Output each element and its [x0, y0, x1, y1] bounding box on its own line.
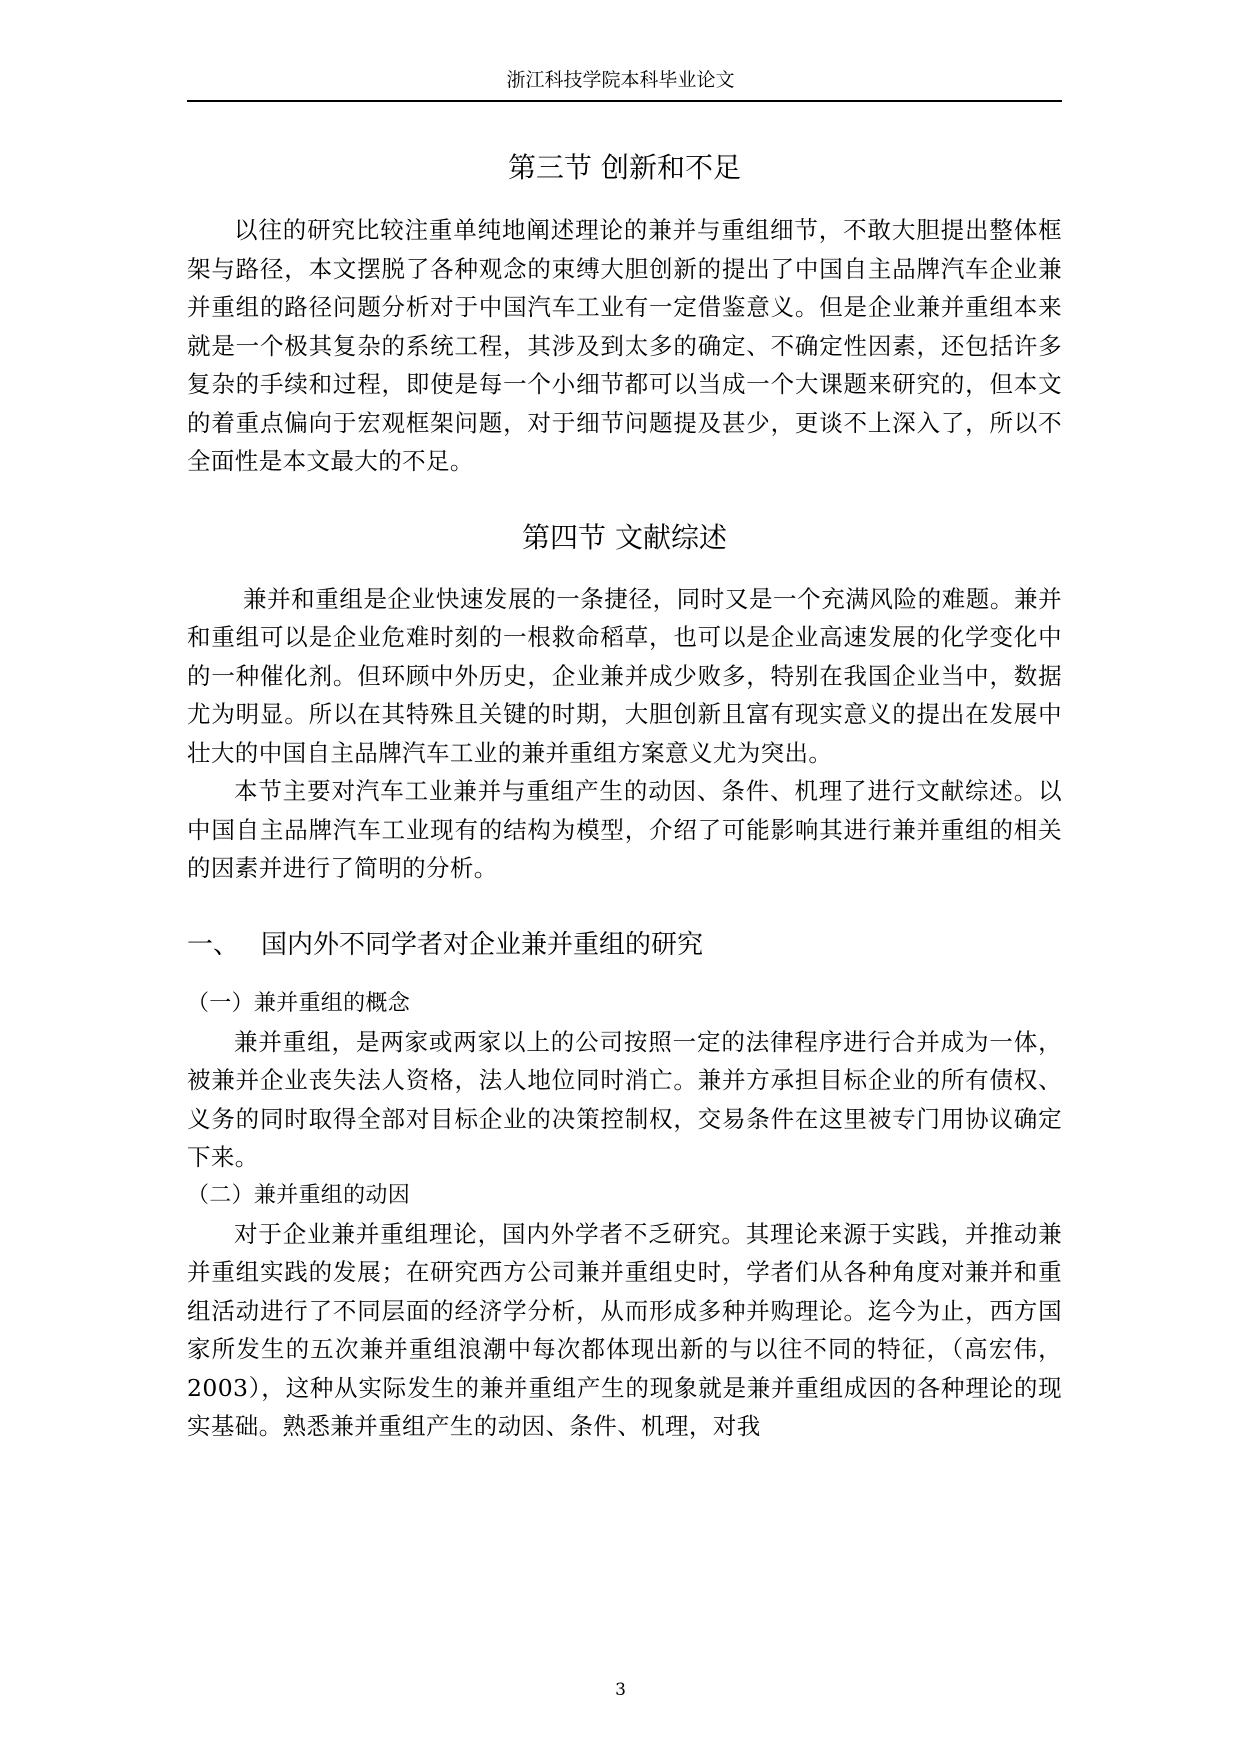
paragraph-motive: 对于企业兼并重组理论，国内外学者不乏研究。其理论来源于实践，并推动兼并重组实践的发展；在研究西方公司兼并重组史时，学者们从各种角度对兼并和重组活动进行了不同层面的经济学分析，从而形成多种并购理论。迄今为止，西方国家所发生的五次兼并重组浪潮中每次都体现出新的与以往不同的特征，（高宏伟，2003），这种从实际发生的兼并重组产生的现象就是兼并重组成因的各种理论的现实基础。熟悉兼并重组产生的动因、条件、机理，对我: [187, 1219, 1062, 1440]
header-rule: [187, 100, 1062, 102]
subsection-title-motive: （二）兼并重组的动因: [187, 1182, 411, 1208]
section-title-literature: 第四节 文献综述: [522, 520, 727, 554]
page-number: 3: [615, 1680, 626, 1700]
section-title-innovation: 第三节 创新和不足: [508, 151, 741, 184]
part-one-number: 一、: [187, 929, 240, 960]
paragraph-innovation: 以往的研究比较注重单纯地阐述理论的兼并与重组细节，不敢大胆提出整体框架与路径，本文摆脱了各种观念的束缚大胆创新的提出了中国自主品牌汽车企业兼并重组的路径问题分析对于中国汽车工业有一定借鉴意义。但是企业兼并重组本来就是一个极其复杂的系统工程，其涉及到太多的确定、不确定性因素，还包括许多复杂的手续和过程，即使是每一个小细节都可以当成一个大课题来研究的，但本文的着重点偏向于宏观框架问题，对于细节问题提及甚少，更谈不上深入了，所以不全面性是本文最大的不足。: [187, 216, 1062, 475]
running-header: 浙江科技学院本科毕业论文: [506, 69, 735, 91]
paragraph-literature-2: 本节主要对汽车工业兼并与重组产生的动因、条件、机理了进行文献综述。以中国自主品牌汽车工业现有的结构为模型，介绍了可能影响其进行兼并重组的相关的因素并进行了简明的分析。: [187, 777, 1062, 882]
page-content: [187, 148, 1062, 1446]
subsection-title-concept: （一）兼并重组的概念: [187, 990, 411, 1016]
part-one-heading: [187, 925, 1062, 965]
part-one-title: 国内外不同学者对企业兼并重组的研究: [261, 929, 704, 960]
paragraph-literature-1: 兼并和重组是企业快速发展的一条捷径，同时又是一个充满风险的难题。兼并和重组可以是企业危难时刻的一根救命稻草，也可以是企业高速发展的化学变化中的一种催化剂。但环顾中外历史，企业兼并成少败多，特别在我国企业当中，数据尤为明显。所以在其特殊且关键的时期，大胆创新且富有现实意义的提出在发展中壮大的中国自主品牌汽车工业的兼并重组方案意义尤为突出。: [187, 584, 1062, 767]
paragraph-concept: 兼并重组，是两家或两家以上的公司按照一定的法律程序进行合并成为一体，被兼并企业丧失法人资格，法人地位同时消亡。兼并方承担目标企业的所有债权、义务的同时取得全部对目标企业的决策控制权，交易条件在这里被专门用协议确定下来。: [187, 1027, 1062, 1171]
